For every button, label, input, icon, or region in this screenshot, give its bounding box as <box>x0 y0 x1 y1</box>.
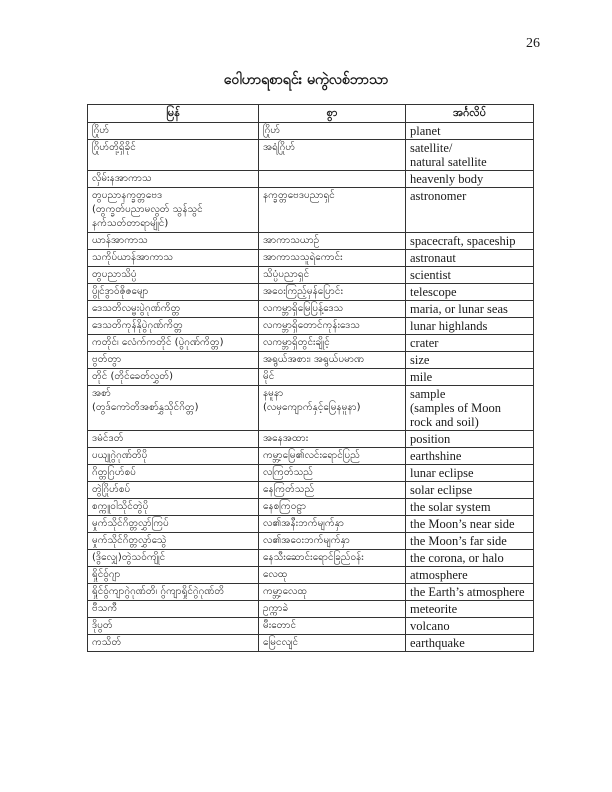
burmese-term: ဥက္ကာခဲ <box>263 603 289 614</box>
mon-term-cell <box>88 618 259 635</box>
mon-term: ဒေသတိလမ္ဗးပွဲဂုဏ်ကိတ္တ <box>92 303 181 314</box>
burmese-term: (လမှကျောက်နှင့်မြေနမူနာ) <box>263 402 361 413</box>
mon-term-cell <box>88 233 259 250</box>
mon-term: တွပညာနက္ခတ္တဗေဒ <box>92 190 163 201</box>
burmese-term: လ၏အနီးဘက်မျက်နှာ <box>263 518 344 529</box>
english-term: planet <box>410 124 441 138</box>
english-term-cell <box>406 618 534 635</box>
english-term: telescope <box>410 285 457 299</box>
burmese-term: နေစကြဝဠာ <box>263 501 307 512</box>
english-term: satellite/ <box>410 141 453 155</box>
mon-term: မှုက်သိုင်ဂိတ္တလွှာ်ကြပ် <box>92 518 169 529</box>
english-term: crater <box>410 336 439 350</box>
english-term: the solar system <box>410 500 491 514</box>
burmese-term: လကမ္ဘာရှိတွင်းချိုင့် <box>263 337 330 348</box>
mon-term-cell <box>88 386 259 431</box>
table-row <box>88 250 534 267</box>
mon-term-cell <box>88 250 259 267</box>
mon-term: တိုင် (တိုင်ခေတ်လွှတ်) <box>92 371 174 382</box>
table-row <box>88 635 534 652</box>
english-term-cell <box>406 171 534 188</box>
mon-term: ဗီသကီ <box>92 603 118 614</box>
mon-term: အစာ် <box>92 388 111 399</box>
mon-term: ဂြိုဟ်တို့ရှိခိုင် <box>92 142 136 153</box>
burmese-term-cell <box>259 635 406 652</box>
table-row <box>88 301 534 318</box>
mon-term-cell <box>88 140 259 171</box>
english-term: scientist <box>410 268 451 282</box>
english-term-cell <box>406 635 534 652</box>
english-term-cell <box>406 499 534 516</box>
table-header-row <box>88 105 534 123</box>
english-term-cell <box>406 123 534 140</box>
english-term: astronaut <box>410 251 456 265</box>
english-term: (samples of Moon <box>410 401 501 415</box>
mon-term-cell <box>88 267 259 284</box>
english-term-cell <box>406 533 534 550</box>
table-row <box>88 386 534 431</box>
table-row <box>88 284 534 301</box>
column-header-burmese: စွာ <box>259 105 406 123</box>
burmese-term-cell <box>259 171 406 188</box>
mon-term: ယာန်အာကာသ <box>92 235 148 246</box>
english-term: the Earth’s atmosphere <box>410 585 525 599</box>
english-term: heavenly body <box>410 172 484 186</box>
table-row <box>88 533 534 550</box>
english-term: sample <box>410 387 446 401</box>
burmese-term-cell <box>259 369 406 386</box>
english-term-cell <box>406 352 534 369</box>
english-term: meteorite <box>410 602 458 616</box>
burmese-term-cell <box>259 188 406 233</box>
mon-term-cell <box>88 499 259 516</box>
mon-term-cell <box>88 318 259 335</box>
mon-term: နက်သတ်တာရာမျိုင်) <box>92 218 169 229</box>
table-row <box>88 584 534 601</box>
mon-term: ပယျုဂွဲဂုဏ်တိပို <box>92 450 148 461</box>
page-number: 26 <box>526 36 540 51</box>
burmese-term-cell <box>259 431 406 448</box>
burmese-term: အရွယ်အစား၊ အရွယ်ပမာဏ <box>263 354 365 365</box>
english-term: the corona, or halo <box>410 551 504 565</box>
burmese-term-cell <box>259 140 406 171</box>
mon-term-cell <box>88 601 259 618</box>
table-row <box>88 267 534 284</box>
table-row <box>88 123 534 140</box>
burmese-term-cell <box>259 123 406 140</box>
english-term-cell <box>406 482 534 499</box>
table-row <box>88 188 534 233</box>
burmese-term: လေထု <box>263 569 288 580</box>
burmese-term: မိုင် <box>263 371 275 382</box>
table-row <box>88 171 534 188</box>
mon-term-cell <box>88 188 259 233</box>
burmese-term: သိပ္ပံပညာရှင် <box>263 269 310 280</box>
mon-term: ဒိုပွတ် <box>92 620 113 631</box>
english-term-cell <box>406 567 534 584</box>
table-row <box>88 482 534 499</box>
burmese-term-cell <box>259 448 406 465</box>
mon-term: ကတိုင်၊ လေံက်ကတိုင် (ပွဲဂုဏ်ကိတ္တ) <box>92 337 224 348</box>
table-row <box>88 448 534 465</box>
mon-term: ရှိုင်ဝွ်ဂျာ <box>92 569 121 580</box>
burmese-term: လကမ္ဘာရှိတောင်ကုန်းဒေသ <box>263 320 360 331</box>
mon-term: ဒမံင်ဒတ် <box>92 433 124 444</box>
table-row <box>88 567 534 584</box>
english-term: lunar eclipse <box>410 466 474 480</box>
column-header-english: အင်္ဂလိပ် <box>406 105 534 123</box>
english-term: astronomer <box>410 189 467 203</box>
english-term: lunar highlands <box>410 319 488 333</box>
burmese-term: နမူနာ <box>263 388 284 399</box>
english-term-cell <box>406 431 534 448</box>
english-term: atmosphere <box>410 568 468 582</box>
burmese-term-cell <box>259 618 406 635</box>
burmese-term-cell <box>259 352 406 369</box>
english-term: mile <box>410 370 433 384</box>
table-row <box>88 550 534 567</box>
english-term: earthshine <box>410 449 462 463</box>
glossary-table <box>87 104 534 652</box>
page-title: ဝေါဟာရစာရင်း မကွဲလစ်ဘာသာ <box>223 72 389 88</box>
english-term-cell <box>406 601 534 618</box>
english-term: size <box>410 353 430 367</box>
burmese-term: မြေငလျင် <box>263 637 299 648</box>
mon-term: ဒေသတိကုန်နိုပွဲဂုဏ်ကိတ္တ <box>92 320 183 331</box>
mon-term-cell <box>88 284 259 301</box>
table-row <box>88 335 534 352</box>
table-row <box>88 233 534 250</box>
english-term-cell <box>406 284 534 301</box>
table-row <box>88 516 534 533</box>
english-term: volcano <box>410 619 450 633</box>
mon-term-cell <box>88 550 259 567</box>
table-row <box>88 465 534 482</box>
burmese-term: အရံဂြိုဟ် <box>263 142 296 153</box>
mon-term-cell <box>88 482 259 499</box>
table-row <box>88 601 534 618</box>
mon-term-cell <box>88 516 259 533</box>
mon-term-cell <box>88 171 259 188</box>
mon-term: လှိမ်းနအာကာသ <box>92 173 152 184</box>
table-row <box>88 431 534 448</box>
burmese-term: မီးတောင် <box>263 620 297 631</box>
english-term: the Moon’s far side <box>410 534 507 548</box>
english-term-cell <box>406 318 534 335</box>
english-term-cell <box>406 465 534 482</box>
table-row <box>88 318 534 335</box>
table-row <box>88 352 534 369</box>
english-term-cell <box>406 335 534 352</box>
burmese-term-cell <box>259 267 406 284</box>
english-term-cell <box>406 448 534 465</box>
burmese-term-cell <box>259 233 406 250</box>
mon-term-cell <box>88 635 259 652</box>
mon-term-cell <box>88 431 259 448</box>
mon-term: (ဒွိလျှေ)တွဲသဝ်ကျိုင် <box>92 552 166 563</box>
burmese-term: အာကာသယာဉ် <box>263 235 320 246</box>
mon-term: စက္ကူဝါသိုင်တွဲပို <box>92 501 149 512</box>
mon-term: မှုက်သိုင်ဂိတ္တလွှာ်သွေဲ <box>92 535 167 546</box>
english-term: solar eclipse <box>410 483 473 497</box>
english-term: the Moon’s near side <box>410 517 515 531</box>
mon-term: ရှိုင်ဝွ်ကျာဂွဲဂုဏ်တိ၊ ဂွ်ကျာရှိုင်ဂွဲဂုဏ်တိ <box>92 586 225 597</box>
column-header-mon: မြန် <box>88 105 259 123</box>
mon-term-cell <box>88 369 259 386</box>
mon-term-cell <box>88 301 259 318</box>
english-term: position <box>410 432 451 446</box>
mon-term-cell <box>88 533 259 550</box>
burmese-term-cell <box>259 550 406 567</box>
burmese-term: အဝေးကြည့်မှန်ပြောင်း <box>263 286 343 297</box>
english-term-cell <box>406 386 534 431</box>
burmese-term: လကမ္ဘာရှိမြေပြန့်ဒေသ <box>263 303 344 314</box>
english-term-cell <box>406 188 534 233</box>
mon-term-cell <box>88 123 259 140</box>
table-row <box>88 369 534 386</box>
burmese-term-cell <box>259 386 406 431</box>
table-row <box>88 499 534 516</box>
english-term-cell <box>406 550 534 567</box>
burmese-term-cell <box>259 318 406 335</box>
english-term: rock and soil) <box>410 415 479 429</box>
mon-term: တွပညာသိပ္ပံ <box>92 269 137 280</box>
burmese-term-cell <box>259 584 406 601</box>
english-term: earthquake <box>410 636 465 650</box>
burmese-term-cell <box>259 516 406 533</box>
burmese-term: ဂြိုဟ် <box>263 125 281 136</box>
mon-term: ပွိုင်ဒွာဝ်ဇိုဇမျော <box>92 286 149 297</box>
english-term-cell <box>406 140 534 171</box>
mon-term: တွဲဂြိုဟ်စပ် <box>92 484 131 495</box>
burmese-term: နေကြတ်သည် <box>263 484 315 495</box>
burmese-term-cell <box>259 335 406 352</box>
burmese-term-cell <box>259 499 406 516</box>
burmese-term: အာကာသသူရဲကောင်း <box>263 252 343 263</box>
burmese-term: ကမ္ဘာ့မြေ၏လင်းရောင်ပြည် <box>263 450 360 461</box>
table-row <box>88 618 534 635</box>
mon-term-cell <box>88 567 259 584</box>
burmese-term-cell <box>259 284 406 301</box>
mon-term: ဂြိုဟ် <box>92 125 110 136</box>
mon-term-cell <box>88 465 259 482</box>
english-term-cell <box>406 584 534 601</box>
english-term-cell <box>406 267 534 284</box>
burmese-term-cell <box>259 601 406 618</box>
burmese-term-cell <box>259 567 406 584</box>
english-term: maria, or lunar seas <box>410 302 508 316</box>
mon-term: ဂိတ္တဂြဟ်စပ် <box>92 467 136 478</box>
mon-term: (တွဒ်ကောဲတိအစာ်နွှသိုင်ဂိတ္တ) <box>92 402 199 413</box>
mon-term-cell <box>88 584 259 601</box>
english-term-cell <box>406 250 534 267</box>
burmese-term: နေသီးဆောင်းရောင်ခြည်ဝန်း <box>263 552 364 563</box>
mon-term: ဗွတ်တွာ <box>92 354 122 365</box>
english-term-cell <box>406 516 534 533</box>
burmese-term-cell <box>259 301 406 318</box>
mon-term: ကသိတ် <box>92 637 122 648</box>
table-row <box>88 140 534 171</box>
burmese-term: အနေအထား <box>263 433 309 444</box>
english-term-cell <box>406 301 534 318</box>
mon-term-cell <box>88 352 259 369</box>
english-term-cell <box>406 233 534 250</box>
mon-term: (တွက္ခတ်ပညာမလွတ် သွန်သွင် <box>92 204 203 215</box>
mon-term-cell <box>88 448 259 465</box>
english-term-cell <box>406 369 534 386</box>
burmese-term: ကမ္ဘာ့လေထု <box>263 586 308 597</box>
glossary-body <box>88 123 534 652</box>
mon-term-cell <box>88 335 259 352</box>
burmese-term-cell <box>259 533 406 550</box>
burmese-term-cell <box>259 250 406 267</box>
burmese-term: လကြတ်သည် <box>263 467 313 478</box>
burmese-term: လ၏အဝေးဘက်မျက်နှာ <box>263 535 350 546</box>
burmese-term-cell <box>259 482 406 499</box>
english-term: natural satellite <box>410 155 487 169</box>
english-term: spacecraft, spaceship <box>410 234 516 248</box>
mon-term: သကိုပ်ယာန်အာကာသ <box>92 252 174 263</box>
burmese-term: နက္ခတ္တဗေဒပညာရှင် <box>263 190 335 201</box>
burmese-term-cell <box>259 465 406 482</box>
